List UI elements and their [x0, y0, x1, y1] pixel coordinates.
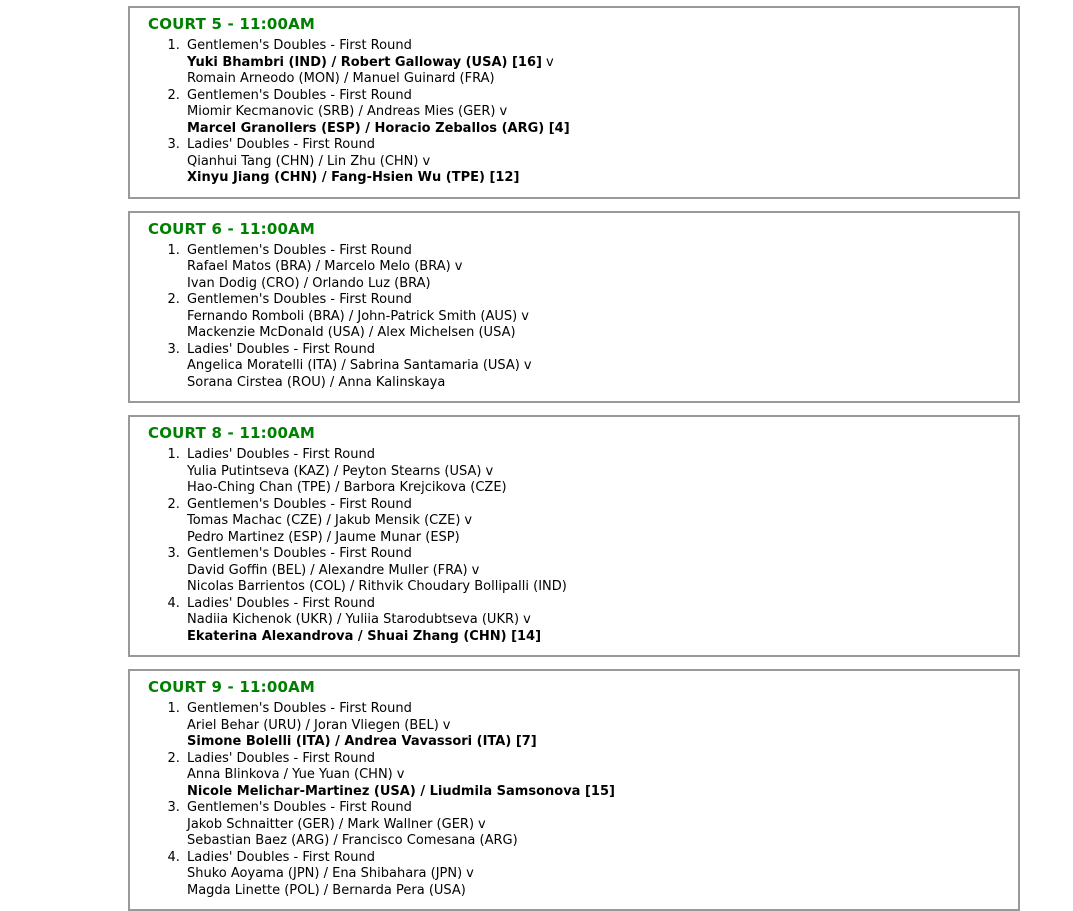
team1: Fernando Romboli (BRA) / John-Patrick Smith (AUS) — [187, 308, 518, 324]
match-list — [146, 38, 1006, 187]
court-6-box — [128, 211, 1020, 404]
match-item — [184, 243, 1006, 293]
match-event: 2. Ladies' Doubles - First Round — [187, 750, 375, 766]
court-5-box — [128, 6, 1020, 199]
team2: Ivan Dodig (CRO) / Orlando Luz (BRA) — [187, 275, 431, 291]
match-item — [184, 137, 1006, 187]
team1-line — [187, 55, 1006, 72]
match-event: 4. Ladies' Doubles - First Round — [187, 849, 375, 865]
match-list — [146, 243, 1006, 392]
versus-label: v — [471, 562, 480, 578]
versus-label: v — [454, 259, 463, 274]
team2-line — [187, 883, 1006, 900]
match-item — [184, 292, 1006, 342]
team1: Shuko Aoyama (JPN) / Ena Shibahara (JPN) — [187, 866, 463, 881]
team1: Anna Blinkova / Yue Yuan (CHN) — [187, 767, 393, 782]
team2-line — [187, 375, 1006, 392]
team1-line — [187, 612, 1006, 629]
match-event: 3. Ladies' Doubles - First Round — [187, 341, 375, 357]
versus-label: v — [523, 612, 531, 627]
team2: Hao-Ching Chan (TPE) / Barbora Krejcikova (CZE) — [187, 480, 507, 495]
versus-label: v — [485, 463, 494, 479]
court-title: COURT 5 - 11:00AM — [148, 15, 316, 33]
match-event: 1. Gentlemen's Doubles - First Round — [187, 242, 412, 258]
match-event: 2. Gentlemen's Doubles - First Round — [187, 292, 412, 307]
team2-line — [187, 579, 1006, 596]
team1: Tomas Machac (CZE) / Jakub Mensik (CZE) — [187, 513, 461, 528]
match-list — [146, 701, 1006, 899]
team1-line — [187, 718, 1006, 735]
match-event: 4. Ladies' Doubles - First Round — [187, 595, 375, 611]
team1-line — [187, 259, 1006, 276]
match-event: 2. Gentlemen's Doubles - First Round — [187, 87, 412, 103]
team1: Jakob Schnaitter (GER) / Mark Wallner (GER) — [187, 816, 475, 832]
team1-line — [187, 866, 1006, 883]
team2: Nicole Melichar-Martinez (USA) / Liudmila Samsonova [15] — [187, 783, 615, 799]
court-9-box — [128, 669, 1020, 911]
match-item — [184, 447, 1006, 497]
team1: Rafael Matos (BRA) / Marcelo Melo (BRA) — [187, 259, 451, 274]
team1-line — [187, 513, 1006, 530]
match-item — [184, 546, 1006, 596]
team2-line — [187, 71, 1006, 88]
team1-line — [187, 104, 1006, 121]
team1: Miomir Kecmanovic (SRB) / Andreas Mies (GER) — [187, 104, 496, 119]
team2: Sorana Cirstea (ROU) / Anna Kalinskaya — [187, 374, 446, 390]
team2-line — [187, 170, 1006, 187]
team2-line — [187, 276, 1006, 293]
team1-line — [187, 464, 1006, 481]
team2: Romain Arneodo (MON) / Manuel Guinard (FRA) — [187, 71, 495, 86]
match-item — [184, 497, 1006, 547]
order-of-play-schedule — [128, 6, 1020, 911]
match-event: 1. Ladies' Doubles - First Round — [187, 447, 375, 462]
team1: David Goffin (BEL) / Alexandre Muller (FRA) — [187, 562, 468, 578]
team2-line — [187, 480, 1006, 497]
match-event: 1. Gentlemen's Doubles - First Round — [187, 38, 412, 53]
match-item — [184, 88, 1006, 138]
versus-label: v — [466, 866, 474, 881]
match-event: 3. Ladies' Doubles - First Round — [187, 137, 375, 152]
match-item — [184, 800, 1006, 850]
match-list — [146, 447, 1006, 645]
team2-line — [187, 325, 1006, 342]
schedule-page — [0, 6, 1073, 898]
team2-line — [187, 121, 1006, 138]
team2: Marcel Granollers (ESP) / Horacio Zeballos (ARG) [4] — [187, 120, 570, 136]
versus-label: v — [521, 308, 529, 324]
team1-line — [187, 358, 1006, 375]
team1-line — [187, 563, 1006, 580]
team1-line — [187, 817, 1006, 834]
match-event: 3. Gentlemen's Doubles - First Round — [187, 800, 412, 815]
team2: Mackenzie McDonald (USA) / Alex Michelsen (USA) — [187, 325, 516, 340]
versus-label: v — [478, 816, 486, 832]
match-event: 1. Gentlemen's Doubles - First Round — [187, 701, 412, 716]
court-8-box — [128, 415, 1020, 657]
match-item — [184, 342, 1006, 392]
versus-label: v — [499, 104, 508, 119]
match-item — [184, 38, 1006, 88]
team2-line — [187, 784, 1006, 801]
team2: Xinyu Jiang (CHN) / Fang-Hsien Wu (TPE) [12] — [187, 170, 520, 185]
team1-line — [187, 309, 1006, 326]
team1: Ariel Behar (URU) / Joran Vliegen (BEL) — [187, 717, 439, 733]
court-title: COURT 6 - 11:00AM — [148, 219, 316, 238]
match-item — [184, 751, 1006, 801]
match-item — [184, 596, 1006, 646]
versus-label: v — [422, 153, 431, 169]
team1: Yulia Putintseva (KAZ) / Peyton Stearns (USA) — [187, 463, 482, 479]
team2-line — [187, 629, 1006, 646]
court-title: COURT 9 - 11:00AM — [148, 678, 316, 696]
team2: Magda Linette (POL) / Bernarda Pera (USA) — [187, 882, 466, 898]
team1: Qianhui Tang (CHN) / Lin Zhu (CHN) — [187, 153, 419, 169]
versus-label: v — [396, 767, 405, 782]
versus-label: v — [523, 358, 532, 373]
match-item — [184, 850, 1006, 900]
versus-label: v — [545, 54, 554, 70]
team1-line — [187, 767, 1006, 784]
versus-label: v — [442, 717, 451, 733]
team2: Nicolas Barrientos (COL) / Rithvik Choudary Bollipalli (IND) — [187, 579, 567, 594]
team2: Simone Bolelli (ITA) / Andrea Vavassori (ITA) [7] — [187, 734, 537, 749]
court-title: COURT 8 - 11:00AM — [148, 424, 316, 442]
team1-line — [187, 154, 1006, 171]
team2: Ekaterina Alexandrova / Shuai Zhang (CHN) [14] — [187, 628, 542, 644]
match-event: 2. Gentlemen's Doubles - First Round — [187, 496, 412, 512]
team2: Pedro Martinez (ESP) / Jaume Munar (ESP) — [187, 529, 460, 545]
team1: Angelica Moratelli (ITA) / Sabrina Santamaria (USA) — [187, 358, 520, 373]
team2-line — [187, 734, 1006, 751]
team1: Yuki Bhambri (IND) / Robert Galloway (USA) [16] — [187, 54, 542, 70]
versus-label: v — [464, 513, 473, 528]
team2-line — [187, 833, 1006, 850]
team1: Nadiia Kichenok (UKR) / Yuliia Starodubtseva (UKR) — [187, 612, 520, 627]
match-event: 3. Gentlemen's Doubles - First Round — [187, 546, 412, 561]
team2-line — [187, 530, 1006, 547]
match-item — [184, 701, 1006, 751]
team2: Sebastian Baez (ARG) / Francisco Comesana (ARG) — [187, 833, 518, 848]
